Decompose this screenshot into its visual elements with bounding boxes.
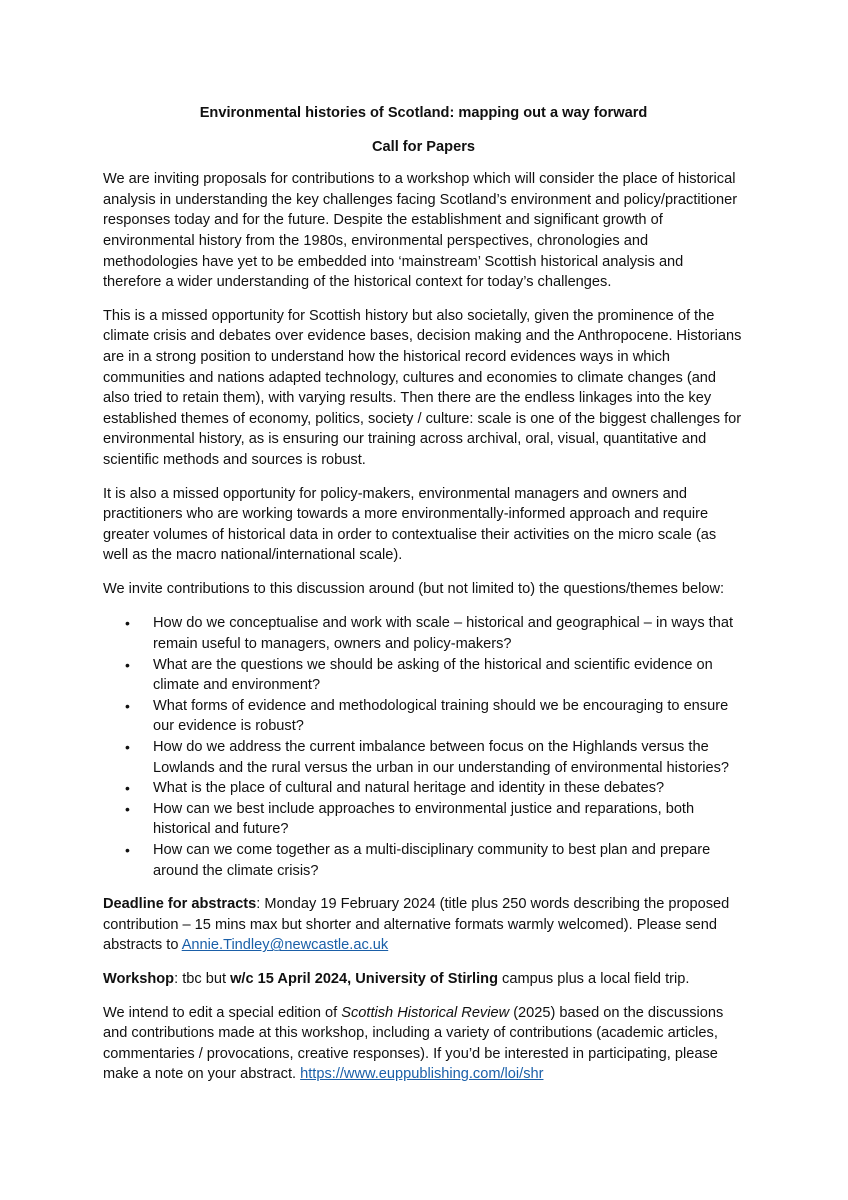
document-subtitle: Call for Papers — [371, 138, 475, 155]
list-item — [103, 696, 744, 737]
themes-list — [103, 613, 744, 881]
bullet-icon: • — [125, 615, 130, 632]
theme-text: How can we come together as a multi-disciplinary community to best plan and prepare around the climate crisis? — [153, 842, 711, 879]
deadline-text: : Monday 19 February 2024 (title plus 250 words describing the proposed contribution – 15 mins max but shorter and alternative formats warmly welcomed). Please send abstracts to — [103, 896, 730, 954]
list-item — [103, 840, 744, 881]
list-item — [103, 737, 744, 778]
workshop-text-before: : tbc but — [174, 970, 231, 987]
bullet-icon: • — [125, 800, 130, 817]
workshop-text-after: campus plus a local field trip. — [498, 970, 690, 987]
edition-text-before: We intend to edit a special edition of — [103, 1004, 342, 1021]
list-item — [103, 778, 744, 799]
theme-text: How do we address the current imbalance between focus on the Highlands versus the Lowlands and the rural versus the urban in our understanding of environmental histories? — [153, 739, 729, 776]
journal-title: Scottish Historical Review — [341, 1004, 510, 1021]
edition-paragraph — [103, 1003, 744, 1085]
theme-text: What are the questions we should be asking of the historical and scientific evidence on climate and environment? — [153, 656, 713, 694]
missed-opportunity-policy-paragraph: It is also a missed opportunity for policy-makers, environmental managers and owners and practitioners who are working towards a more environmentally-informed approach and require greater volumes of historical data in order to contextualise their activities on the micro scale (as well as the macro national/international scale). — [103, 485, 717, 564]
edition-text-after: (2025) based on the discussions and contributions made at this workshop, including a variety of contributions (academic articles, commentaries / provocations, creative responses). If you’d be interested in participating, please make a note on your abstract. — [103, 1004, 724, 1083]
theme-text: What forms of evidence and methodological training should we be encouraging to ensure our evidence is robust? — [153, 697, 729, 735]
workshop-label: Workshop — [103, 970, 175, 987]
theme-text: What is the place of cultural and natural heritage and identity in these debates? — [153, 780, 665, 797]
bullet-icon: • — [125, 842, 130, 858]
list-item — [103, 655, 744, 696]
deadline-label: Deadline for abstracts — [103, 896, 257, 913]
theme-text: How can we best include approaches to environmental justice and reparations, both historical and future? — [153, 800, 695, 838]
document-title: Environmental histories of Scotland: mapping out a way forward — [199, 105, 648, 121]
journal-url-link[interactable]: https://www.euppublishing.com/loi/shr — [300, 1066, 544, 1083]
list-item — [103, 613, 744, 654]
deadline-paragraph — [103, 894, 744, 956]
bullet-icon: • — [125, 656, 130, 673]
list-item — [103, 799, 744, 840]
workshop-date: w/c 15 April 2024, University of Stirling — [230, 970, 498, 987]
bullet-icon: • — [125, 697, 130, 714]
invite-paragraph: We invite contributions to this discussion around (but not limited to) the questions/themes below: — [103, 580, 725, 597]
email-link[interactable]: Annie.Tindley@newcastle.ac.uk — [181, 937, 389, 954]
workshop-paragraph — [103, 969, 744, 990]
theme-text: How do we conceptualise and work with scale – historical and geographical – in ways that remain useful to managers, owners and policy-makers? — [153, 615, 734, 653]
missed-opportunity-history-paragraph: This is a missed opportunity for Scottish history but also societally, given the prominence of the climate crisis and debates over evidence bases, decision making and the Anthropocene. Historians are in a strong position to understand how the historical record evidences ways in which communities and nations adapted technology, cultures and economies to climate changes (and also tried to retain them), with varying results. Then there are the endless linkages into the key established themes of economy, politics, society / culture: scale is one of the biggest challenges for environmental history, as is ensuring our training across archival, oral, visual, quantitative and scientific methods and sources is robust. — [103, 307, 742, 468]
bullet-icon: • — [125, 739, 130, 756]
intro-paragraph: We are inviting proposals for contributions to a workshop which will consider the place of historical analysis in understanding the key challenges facing Scotland’s environment and policy/practitioner responses today and for the future. Despite the establishment and significant growth of environmental history from the 1980s, environmental perspectives, chronologies and methodologies have yet to be embedded into ‘mainstream’ Scottish historical analysis and therefore a wider understanding of the historical context for today’s challenges. — [103, 171, 738, 291]
bullet-icon: • — [125, 780, 130, 797]
